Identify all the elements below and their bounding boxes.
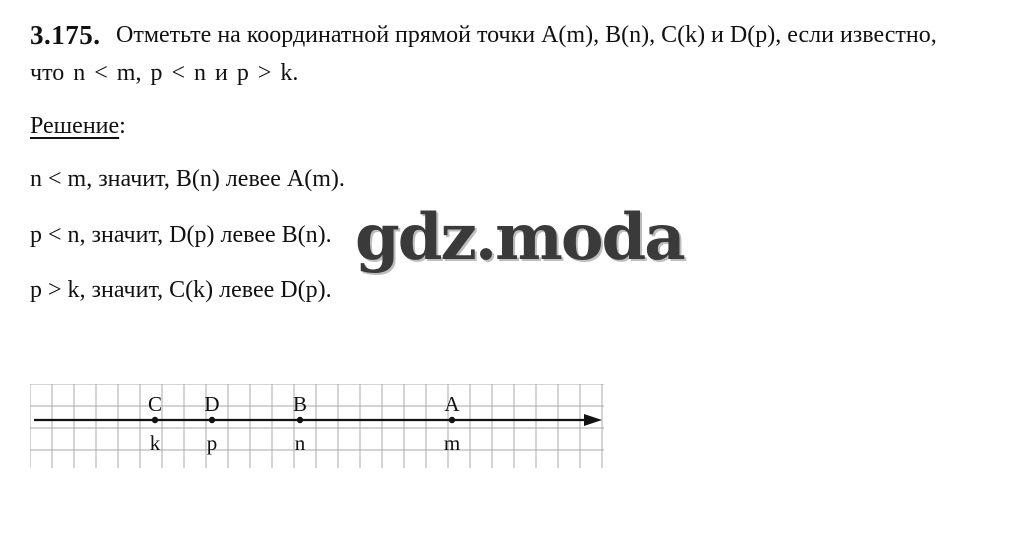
- point-B: [293, 392, 307, 455]
- problem-statement-line-2: что n < m, p < n и p > k.: [30, 60, 299, 86]
- solution-heading-colon: :: [119, 113, 126, 139]
- solution-step-2: p < n, значит, D(p) левее B(n).: [30, 222, 332, 248]
- problem-number: 3.175.: [30, 20, 101, 50]
- solution-step-1: n < m, значит, B(n) левее A(m).: [30, 166, 345, 192]
- point-A-dot: [449, 417, 455, 423]
- watermark-logo: gdz.moda: [355, 200, 684, 275]
- point-C-name: C: [147, 392, 163, 416]
- point-D-var: p: [206, 431, 218, 455]
- point-D-name: D: [204, 392, 220, 416]
- solution-heading-text: Решение: [30, 113, 120, 139]
- point-B-name: B: [292, 392, 308, 416]
- problem-statement-line-1: Отметьте на координатной прямой точки A(m), B(n), C(k) и D(p), если известно,: [116, 22, 937, 48]
- point-C-var: k: [149, 431, 161, 455]
- solution-step-3: p > k, значит, C(k) левее D(p).: [30, 277, 332, 303]
- solution-heading: [30, 113, 126, 140]
- axis-arrow-head: [584, 414, 602, 426]
- point-A: [444, 392, 461, 455]
- point-B-var: n: [294, 431, 306, 455]
- point-A-name: A: [444, 392, 460, 416]
- grid-paper: [30, 384, 604, 468]
- point-C-dot: [152, 417, 158, 423]
- number-line-figure: [30, 384, 610, 468]
- point-D-dot: [209, 417, 215, 423]
- point-D: [204, 392, 219, 455]
- point-C: [148, 392, 162, 455]
- point-A-var: m: [443, 431, 461, 455]
- point-B-dot: [297, 417, 303, 423]
